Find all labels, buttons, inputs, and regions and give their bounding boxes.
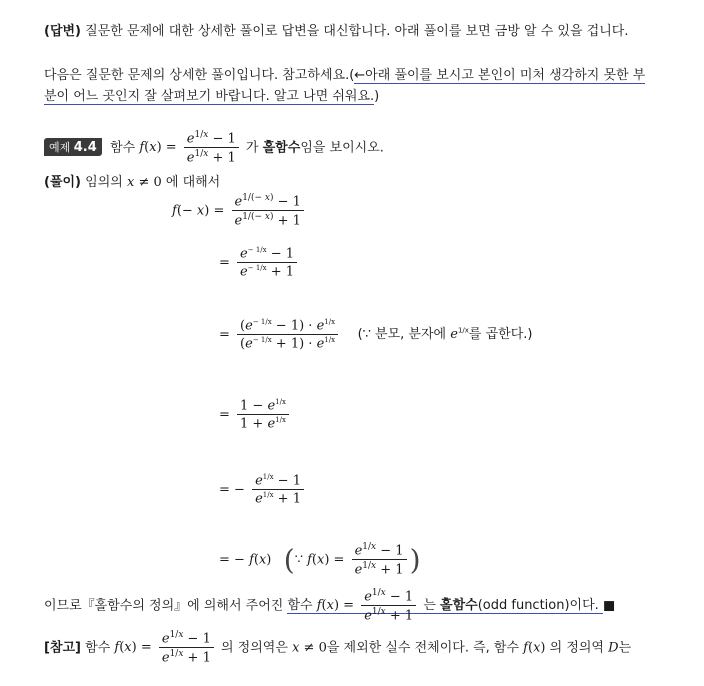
intro-end: ) <box>374 89 380 104</box>
reference-text-e: 는 <box>618 640 632 656</box>
step-3: = $\frac{(e^{- 1/x} - 1) \cdot e^{1/x}}{(e^{- 1/x} + 1) \cdot e^{1/x}}$ (∵ 분모, 분자에 $e^{1/x}$를 곱한다.) <box>219 318 533 352</box>
example-line <box>44 130 384 166</box>
solution-label: (풀이) <box>44 175 81 190</box>
example-function: f(x) = $\frac{e^{1/x} - 1}{e^{1/x} + 1}$ <box>139 140 246 155</box>
answer-text: 질문한 문제에 대한 상세한 풀이로 답변을 대신합니다. 아래 풀이를 보면 금방 알 수 있을 겁니다. <box>81 24 629 39</box>
answer-label: (답변) <box>44 24 81 39</box>
example-badge <box>44 138 102 156</box>
example-text-bold: 홀함수 <box>262 140 301 156</box>
reference-text-d: 의 정의역 <box>549 640 604 656</box>
conclusion-line <box>44 588 615 624</box>
intro-line-2 <box>44 85 379 104</box>
reference-label: [참고] <box>44 640 81 656</box>
example-text-c: 임을 보이시오. <box>300 140 384 156</box>
example-badge-prefix: 예제 <box>49 141 71 155</box>
intro-link-1[interactable]: ←아래 풀이를 보시고 본인이 미처 생각하지 못한 부 <box>354 68 646 83</box>
solution-line: (풀이) 임의의 x ≠ 0 에 대해서 <box>44 175 221 190</box>
reference-line: [참고] 함수 f(x) = $\frac{e^{1/x} - 1}{e^{1/x} + 1}$ 의 정의역은 x ≠ 0을 제외한 실수 전체이다. 즉, 함수 f(x) 의 정의역 D는 <box>44 630 632 666</box>
example-badge-number: 4.4 <box>73 140 97 156</box>
conclusion-bold: 홀함수 <box>440 598 478 614</box>
reference-text-c: 을 제외한 실수 전체이다. 즉, 함수 <box>326 640 520 656</box>
answer-line <box>44 20 628 39</box>
solution-text-a: 임의의 <box>81 175 123 190</box>
step-6: = − f(x) (∵ f(x) = $\frac{e^{1/x} - 1}{e^{1/x} + 1}$ ) <box>219 542 421 578</box>
intro-text-1: 다음은 질문한 문제의 상세한 풀이입니다. 참고하세요.( <box>44 68 355 83</box>
example-text-a: 함수 <box>110 140 136 156</box>
conclusion-text-b: 함수 <box>287 598 313 614</box>
step-3-note-text: (∵ 분모, 분자에 <box>357 327 447 343</box>
reference-text-a: 함수 <box>81 640 111 656</box>
conclusion-text-c: 는 <box>423 598 436 614</box>
step-1: f(− x) = $\frac{e^{1/(- x)} - 1}{e^{1/(- x)} + 1}$ <box>172 193 307 229</box>
intro-link-2[interactable]: 분이 어느 곳인지 잘 살펴보기 바랍니다. 알고 나면 쉬워요. <box>44 89 375 104</box>
conclusion-underlined: 함수 f(x) = $\frac{e^{1/x} - 1}{e^{1/x} + 1}$ 는 홀함수(odd function)이다. <box>287 598 602 614</box>
conclusion-text-d: (odd function)이다. <box>477 598 599 614</box>
solution-condition: x <box>126 175 135 190</box>
reference-text-b: 의 정의역은 <box>220 640 288 656</box>
step-3-note: (∵ 분모, 분자에 $e^{1/x}$를 곱한다.) <box>357 327 533 343</box>
step-2: = $\frac{e^{- 1/x} - 1}{e^{- 1/x} + 1}$ <box>219 246 300 280</box>
example-text-b: 가 <box>245 140 259 156</box>
step-3-note-end: 를 곱한다.) <box>468 327 533 343</box>
step-4: = $\frac{1 - e^{1/x}}{1 + e^{1/x}}$ <box>219 398 292 432</box>
conclusion-text-a: 이므로『홀함수의 정의』에 의해서 주어진 <box>44 598 284 614</box>
end-mark: ■ <box>602 598 616 614</box>
solution-text-b: 에 대해서 <box>165 175 221 190</box>
intro-line-1 <box>44 64 645 83</box>
step-5: = − $\frac{e^{1/x} - 1}{e^{1/x} + 1}$ <box>219 473 307 507</box>
